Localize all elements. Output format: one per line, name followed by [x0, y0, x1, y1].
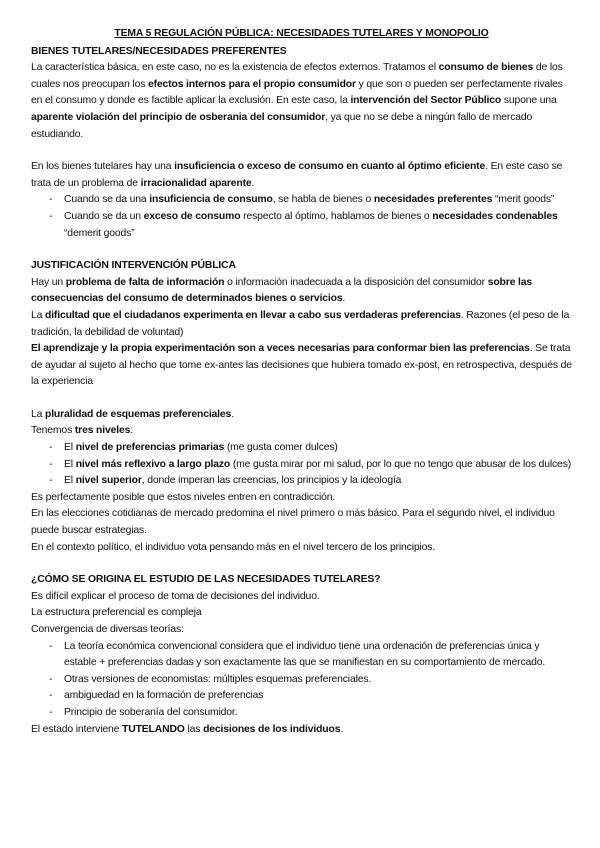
paragraph: Es difícil explicar el proceso de toma de decisiones del individuo. [31, 590, 320, 602]
list-item: - ambiguedad en la formación de preferencias [31, 688, 572, 705]
paragraph: En las elecciones cotidianas de mercado predomina el nivel primero o más básico. Para el segundo nivel, el individuo puede buscar estrategias. [31, 508, 555, 537]
page-title: TEMA 5 REGULACIÓN PÚBLICA: NECESIDADES TUTELARES Y MONOPOLIO [114, 28, 489, 39]
list-item: - La teoría económica convencional considera que el individuo tiene una ordenación de preferencias única y estable + preferencias dadas y son exactamente las que se manifiestan en su comportamiento de mercado. [31, 639, 572, 672]
list-item: - Cuando se da un exceso de consumo respecto al óptimo, hablamos de bienes o necesidades condenables “demerit goods” [31, 209, 572, 242]
paragraph: El aprendizaje y la propia experimentación son a veces necesarias para conformar bien las preferencias. Se trata de ayudar al sujeto al hecho que tome ex-antes las decisiones que hubiera tomado ex-post, en retrospectiva, después de la experiencia [31, 343, 572, 388]
section-heading-origen-estudio: ¿CÓMO SE ORIGINA EL ESTUDIO DE LAS NECESIDADES TUTELARES? [31, 574, 381, 586]
section-heading-justificacion: JUSTIFICACIÓN INTERVENCIÓN PÚBLICA [31, 260, 236, 272]
paragraph: La estructura preferencial es compleja [31, 607, 202, 619]
paragraph: El estado interviene TUTELANDO las decisiones de los individuos. [31, 723, 344, 735]
paragraph: En los bienes tutelares hay una insuficiencia o exceso de consumo en cuanto al óptimo eficiente. En este caso se trata de un problema de irracionalidad aparente. [31, 161, 563, 189]
list-item: - El nivel más reflexivo a largo plazo (me gusta mirar por mi salud, por lo que no tengo que abusar de los dulces) [31, 457, 572, 474]
paragraph: Es perfectamente posible que estos niveles entren en contradicción. [31, 491, 336, 503]
bullet-list [31, 192, 572, 242]
list-item: - Otras versiones de economistas: múltiples esquemas preferenciales. [31, 672, 572, 689]
list-item: - El nivel superior, donde imperan las creencias, los principios y la ideología [31, 473, 572, 490]
paragraph: La característica básica, en este caso, no es la existencia de efectos externos. Tratamos el consumo de bienes de los cuales nos preocupan los efectos internos para el propio consumidor y que son o pueden ser perfectamente rivales en el consumo y donde es factible aplicar la exclusión. En este caso, la intervención del Sector Público supone una aparente violación del principio de osberania del consumidor, ya que no se debe a ningún fallo de mercado estudiando. [31, 62, 563, 140]
paragraph: En el contexto político, el individuo vota pensando más en el nivel tercero de los principios. [31, 541, 436, 553]
paragraph: Hay un problema de falta de información o información inadecuada a la disposición del consumidor sobre las consecuencias del consumo de determinados bienes o servicios. [31, 276, 533, 305]
list-item: - El nivel de preferencias primarias (me gusta comer dulces) [31, 440, 572, 457]
list-item: - Principio de soberanía del consumidor. [31, 705, 572, 722]
bullet-list [31, 639, 572, 722]
bullet-list [31, 440, 572, 490]
paragraph: Tenemos tres niveles: [31, 425, 133, 437]
section-heading-bienes-tutelares: BIENES TUTELARES/NECESIDADES PREFERENTES [31, 45, 287, 57]
paragraph: La pluralidad de esquemas preferenciales. [31, 408, 234, 420]
list-item: - Cuando se da una insuficiencia de consumo, se habla de bienes o necesidades preferentes “merit goods” [31, 192, 572, 209]
paragraph: La dificultad que el ciudadanos experimenta en llevar a cabo sus verdaderas preferencias. Razones (el peso de la tradición, la debilidad de voluntad) [31, 309, 570, 338]
paragraph: Convergencia de diversas teorías: [31, 624, 184, 635]
